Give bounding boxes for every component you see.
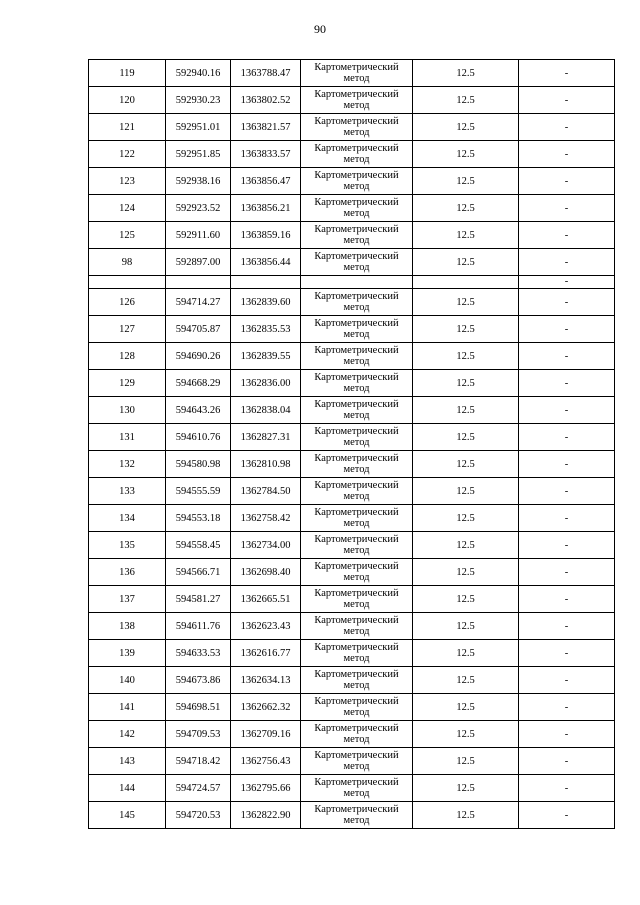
table-row xyxy=(89,748,615,775)
method-line-1: Картометрический xyxy=(314,561,399,572)
method-line-1: Картометрический xyxy=(314,116,399,127)
point-number-cell: 133 xyxy=(89,478,166,505)
distance-cell: - xyxy=(519,114,615,141)
empty-cell xyxy=(301,276,413,289)
accuracy-cell: 12.5 xyxy=(413,316,519,343)
x-coordinate-cell: 594611.76 xyxy=(166,613,231,640)
point-number-cell: 136 xyxy=(89,559,166,586)
accuracy-cell: 12.5 xyxy=(413,370,519,397)
x-coordinate-cell: 594643.26 xyxy=(166,397,231,424)
table-row xyxy=(89,694,615,721)
table-row xyxy=(89,424,615,451)
point-number-cell: 121 xyxy=(89,114,166,141)
y-coordinate-cell: 1362810.98 xyxy=(231,451,301,478)
distance-cell: - xyxy=(519,424,615,451)
method-line-2: метод xyxy=(343,262,370,273)
method-line-1: Картометрический xyxy=(314,615,399,626)
accuracy-cell: 12.5 xyxy=(413,60,519,87)
point-number-cell: 124 xyxy=(89,195,166,222)
accuracy-cell: 12.5 xyxy=(413,559,519,586)
table-row xyxy=(89,532,615,559)
distance-cell: - xyxy=(519,802,615,829)
table-row xyxy=(89,586,615,613)
point-number-cell: 120 xyxy=(89,87,166,114)
method-line-1: Картометрический xyxy=(314,345,399,356)
method-line-2: метод xyxy=(343,329,370,340)
method-cell xyxy=(301,775,413,802)
distance-cell: - xyxy=(519,141,615,168)
table-row xyxy=(89,343,615,370)
table-row xyxy=(89,195,615,222)
page-number: 90 xyxy=(314,22,326,36)
accuracy-cell: 12.5 xyxy=(413,343,519,370)
distance-cell: - xyxy=(519,775,615,802)
accuracy-cell: 12.5 xyxy=(413,640,519,667)
method-line-2: метод xyxy=(343,788,370,799)
y-coordinate-cell: 1362839.55 xyxy=(231,343,301,370)
accuracy-cell: 12.5 xyxy=(413,424,519,451)
accuracy-cell: 12.5 xyxy=(413,168,519,195)
method-line-1: Картометрический xyxy=(314,224,399,235)
distance-cell: - xyxy=(519,249,615,276)
method-cell xyxy=(301,141,413,168)
method-line-2: метод xyxy=(343,437,370,448)
method-cell xyxy=(301,168,413,195)
method-line-2: метод xyxy=(343,154,370,165)
y-coordinate-cell: 1363833.57 xyxy=(231,141,301,168)
method-line-1: Картометрический xyxy=(314,197,399,208)
point-number-cell: 138 xyxy=(89,613,166,640)
y-coordinate-cell: 1362623.43 xyxy=(231,613,301,640)
accuracy-cell: 12.5 xyxy=(413,613,519,640)
x-coordinate-cell: 594566.71 xyxy=(166,559,231,586)
accuracy-cell: 12.5 xyxy=(413,721,519,748)
point-number-cell: 122 xyxy=(89,141,166,168)
distance-cell: - xyxy=(519,343,615,370)
x-coordinate-cell: 592897.00 xyxy=(166,249,231,276)
distance-cell: - xyxy=(519,222,615,249)
method-line-1: Картометрический xyxy=(314,62,399,73)
method-line-1: Картометрический xyxy=(314,318,399,329)
y-coordinate-cell: 1362795.66 xyxy=(231,775,301,802)
y-coordinate-cell: 1362734.00 xyxy=(231,532,301,559)
method-line-2: метод xyxy=(343,653,370,664)
point-number-cell: 134 xyxy=(89,505,166,532)
y-coordinate-cell: 1363788.47 xyxy=(231,60,301,87)
x-coordinate-cell: 594580.98 xyxy=(166,451,231,478)
table-row xyxy=(89,168,615,195)
method-line-2: метод xyxy=(343,491,370,502)
y-coordinate-cell: 1362665.51 xyxy=(231,586,301,613)
empty-cell xyxy=(413,276,519,289)
accuracy-cell: 12.5 xyxy=(413,694,519,721)
accuracy-cell: 12.5 xyxy=(413,249,519,276)
x-coordinate-cell: 594698.51 xyxy=(166,694,231,721)
method-cell xyxy=(301,451,413,478)
method-cell xyxy=(301,114,413,141)
accuracy-cell: 12.5 xyxy=(413,195,519,222)
distance-cell: - xyxy=(519,451,615,478)
method-line-2: метод xyxy=(343,464,370,475)
y-coordinate-cell: 1362838.04 xyxy=(231,397,301,424)
method-line-1: Картометрический xyxy=(314,143,399,154)
method-cell xyxy=(301,613,413,640)
x-coordinate-cell: 594718.42 xyxy=(166,748,231,775)
distance-cell: - xyxy=(519,640,615,667)
distance-cell: - xyxy=(519,532,615,559)
table-row xyxy=(89,451,615,478)
method-line-1: Картометрический xyxy=(314,588,399,599)
method-line-2: метод xyxy=(343,356,370,367)
y-coordinate-cell: 1362616.77 xyxy=(231,640,301,667)
distance-cell: - xyxy=(519,289,615,316)
method-line-1: Картометрический xyxy=(314,507,399,518)
y-coordinate-cell: 1362709.16 xyxy=(231,721,301,748)
table-row xyxy=(89,141,615,168)
method-cell xyxy=(301,748,413,775)
method-cell xyxy=(301,87,413,114)
x-coordinate-cell: 594709.53 xyxy=(166,721,231,748)
method-cell xyxy=(301,667,413,694)
distance-cell: - xyxy=(519,613,615,640)
method-line-1: Картометрический xyxy=(314,642,399,653)
accuracy-cell: 12.5 xyxy=(413,222,519,249)
method-cell xyxy=(301,478,413,505)
accuracy-cell: 12.5 xyxy=(413,775,519,802)
accuracy-cell: 12.5 xyxy=(413,505,519,532)
x-coordinate-cell: 592923.52 xyxy=(166,195,231,222)
y-coordinate-cell: 1363802.52 xyxy=(231,87,301,114)
distance-cell: - xyxy=(519,276,615,289)
distance-cell: - xyxy=(519,370,615,397)
y-coordinate-cell: 1362827.31 xyxy=(231,424,301,451)
method-line-2: метод xyxy=(343,302,370,313)
point-number-cell: 119 xyxy=(89,60,166,87)
table-row xyxy=(89,559,615,586)
point-number-cell: 132 xyxy=(89,451,166,478)
method-line-1: Картометрический xyxy=(314,89,399,100)
distance-cell: - xyxy=(519,168,615,195)
point-number-cell: 125 xyxy=(89,222,166,249)
x-coordinate-cell: 594705.87 xyxy=(166,316,231,343)
x-coordinate-cell: 594724.57 xyxy=(166,775,231,802)
accuracy-cell: 12.5 xyxy=(413,667,519,694)
empty-cell xyxy=(231,276,301,289)
point-number-cell: 145 xyxy=(89,802,166,829)
accuracy-cell: 12.5 xyxy=(413,802,519,829)
method-line-2: метод xyxy=(343,626,370,637)
method-line-2: метод xyxy=(343,572,370,583)
method-cell xyxy=(301,195,413,222)
x-coordinate-cell: 594714.27 xyxy=(166,289,231,316)
y-coordinate-cell: 1362698.40 xyxy=(231,559,301,586)
method-line-1: Картометрический xyxy=(314,251,399,262)
accuracy-cell: 12.5 xyxy=(413,478,519,505)
distance-cell: - xyxy=(519,60,615,87)
method-line-1: Картометрический xyxy=(314,480,399,491)
distance-cell: - xyxy=(519,559,615,586)
separator-row xyxy=(89,276,615,289)
method-line-1: Картометрический xyxy=(314,750,399,761)
x-coordinate-cell: 592951.01 xyxy=(166,114,231,141)
accuracy-cell: 12.5 xyxy=(413,748,519,775)
x-coordinate-cell: 594720.53 xyxy=(166,802,231,829)
x-coordinate-cell: 592930.23 xyxy=(166,87,231,114)
y-coordinate-cell: 1362758.42 xyxy=(231,505,301,532)
point-number-cell: 143 xyxy=(89,748,166,775)
distance-cell: - xyxy=(519,316,615,343)
y-coordinate-cell: 1363859.16 xyxy=(231,222,301,249)
x-coordinate-cell: 594553.18 xyxy=(166,505,231,532)
method-cell xyxy=(301,694,413,721)
point-number-cell: 142 xyxy=(89,721,166,748)
x-coordinate-cell: 594633.53 xyxy=(166,640,231,667)
method-line-2: метод xyxy=(343,383,370,394)
table-row xyxy=(89,114,615,141)
method-cell xyxy=(301,316,413,343)
method-cell xyxy=(301,397,413,424)
y-coordinate-cell: 1362662.32 xyxy=(231,694,301,721)
method-line-1: Картометрический xyxy=(314,696,399,707)
y-coordinate-cell: 1362835.53 xyxy=(231,316,301,343)
table-row xyxy=(89,370,615,397)
distance-cell: - xyxy=(519,195,615,222)
distance-cell: - xyxy=(519,721,615,748)
method-line-2: метод xyxy=(343,761,370,772)
method-cell xyxy=(301,289,413,316)
method-cell xyxy=(301,343,413,370)
table-row xyxy=(89,316,615,343)
table-row xyxy=(89,478,615,505)
distance-cell: - xyxy=(519,748,615,775)
distance-cell: - xyxy=(519,478,615,505)
accuracy-cell: 12.5 xyxy=(413,397,519,424)
method-cell xyxy=(301,640,413,667)
x-coordinate-cell: 592940.16 xyxy=(166,60,231,87)
method-line-2: метод xyxy=(343,127,370,138)
y-coordinate-cell: 1362822.90 xyxy=(231,802,301,829)
point-number-cell: 144 xyxy=(89,775,166,802)
distance-cell: - xyxy=(519,667,615,694)
distance-cell: - xyxy=(519,586,615,613)
distance-cell: - xyxy=(519,694,615,721)
x-coordinate-cell: 592911.60 xyxy=(166,222,231,249)
point-number-cell: 137 xyxy=(89,586,166,613)
method-line-2: метод xyxy=(343,100,370,111)
coordinates-table-body xyxy=(89,60,615,829)
table-row xyxy=(89,222,615,249)
method-line-2: метод xyxy=(343,208,370,219)
table-row xyxy=(89,802,615,829)
method-cell xyxy=(301,802,413,829)
method-cell xyxy=(301,532,413,559)
table-row xyxy=(89,397,615,424)
method-cell xyxy=(301,222,413,249)
method-line-1: Картометрический xyxy=(314,777,399,788)
table-row xyxy=(89,505,615,532)
method-cell xyxy=(301,586,413,613)
point-number-cell: 129 xyxy=(89,370,166,397)
accuracy-cell: 12.5 xyxy=(413,87,519,114)
method-line-1: Картометрический xyxy=(314,399,399,410)
x-coordinate-cell: 592938.16 xyxy=(166,168,231,195)
method-cell xyxy=(301,721,413,748)
empty-cell xyxy=(166,276,231,289)
point-number-cell: 140 xyxy=(89,667,166,694)
y-coordinate-cell: 1362634.13 xyxy=(231,667,301,694)
method-line-1: Картометрический xyxy=(314,170,399,181)
distance-cell: - xyxy=(519,397,615,424)
y-coordinate-cell: 1363856.44 xyxy=(231,249,301,276)
x-coordinate-cell: 594581.27 xyxy=(166,586,231,613)
y-coordinate-cell: 1362839.60 xyxy=(231,289,301,316)
y-coordinate-cell: 1362756.43 xyxy=(231,748,301,775)
accuracy-cell: 12.5 xyxy=(413,451,519,478)
point-number-cell: 98 xyxy=(89,249,166,276)
x-coordinate-cell: 594610.76 xyxy=(166,424,231,451)
method-cell xyxy=(301,370,413,397)
x-coordinate-cell: 594673.86 xyxy=(166,667,231,694)
x-coordinate-cell: 594668.29 xyxy=(166,370,231,397)
empty-cell xyxy=(89,276,166,289)
method-cell xyxy=(301,559,413,586)
accuracy-cell: 12.5 xyxy=(413,114,519,141)
method-line-1: Картометрический xyxy=(314,669,399,680)
point-number-cell: 130 xyxy=(89,397,166,424)
table-row xyxy=(89,721,615,748)
table-row xyxy=(89,613,615,640)
table-row xyxy=(89,87,615,114)
distance-cell: - xyxy=(519,87,615,114)
method-line-2: метод xyxy=(343,181,370,192)
method-line-2: метод xyxy=(343,235,370,246)
point-number-cell: 135 xyxy=(89,532,166,559)
x-coordinate-cell: 592951.85 xyxy=(166,141,231,168)
point-number-cell: 127 xyxy=(89,316,166,343)
method-line-2: метод xyxy=(343,680,370,691)
table-row xyxy=(89,289,615,316)
accuracy-cell: 12.5 xyxy=(413,532,519,559)
method-line-2: метод xyxy=(343,518,370,529)
method-line-1: Картометрический xyxy=(314,453,399,464)
table-row xyxy=(89,640,615,667)
point-number-cell: 131 xyxy=(89,424,166,451)
x-coordinate-cell: 594690.26 xyxy=(166,343,231,370)
point-number-cell: 141 xyxy=(89,694,166,721)
table-row xyxy=(89,60,615,87)
method-cell xyxy=(301,60,413,87)
distance-cell: - xyxy=(519,505,615,532)
method-line-2: метод xyxy=(343,410,370,421)
y-coordinate-cell: 1362836.00 xyxy=(231,370,301,397)
accuracy-cell: 12.5 xyxy=(413,141,519,168)
method-line-2: метод xyxy=(343,707,370,718)
method-line-2: метод xyxy=(343,815,370,826)
accuracy-cell: 12.5 xyxy=(413,289,519,316)
method-line-1: Картометрический xyxy=(314,723,399,734)
coordinates-table xyxy=(88,59,615,829)
method-cell xyxy=(301,505,413,532)
method-line-2: метод xyxy=(343,599,370,610)
y-coordinate-cell: 1363856.47 xyxy=(231,168,301,195)
point-number-cell: 139 xyxy=(89,640,166,667)
x-coordinate-cell: 594555.59 xyxy=(166,478,231,505)
method-line-1: Картометрический xyxy=(314,426,399,437)
y-coordinate-cell: 1362784.50 xyxy=(231,478,301,505)
point-number-cell: 128 xyxy=(89,343,166,370)
point-number-cell: 126 xyxy=(89,289,166,316)
y-coordinate-cell: 1363856.21 xyxy=(231,195,301,222)
method-line-2: метод xyxy=(343,73,370,84)
point-number-cell: 123 xyxy=(89,168,166,195)
method-line-1: Картометрический xyxy=(314,291,399,302)
method-cell xyxy=(301,424,413,451)
x-coordinate-cell: 594558.45 xyxy=(166,532,231,559)
y-coordinate-cell: 1363821.57 xyxy=(231,114,301,141)
table-row xyxy=(89,249,615,276)
method-line-1: Картометрический xyxy=(314,372,399,383)
method-line-1: Картометрический xyxy=(314,534,399,545)
accuracy-cell: 12.5 xyxy=(413,586,519,613)
method-line-2: метод xyxy=(343,545,370,556)
method-line-2: метод xyxy=(343,734,370,745)
method-line-1: Картометрический xyxy=(314,804,399,815)
table-row xyxy=(89,775,615,802)
method-cell xyxy=(301,249,413,276)
table-row xyxy=(89,667,615,694)
